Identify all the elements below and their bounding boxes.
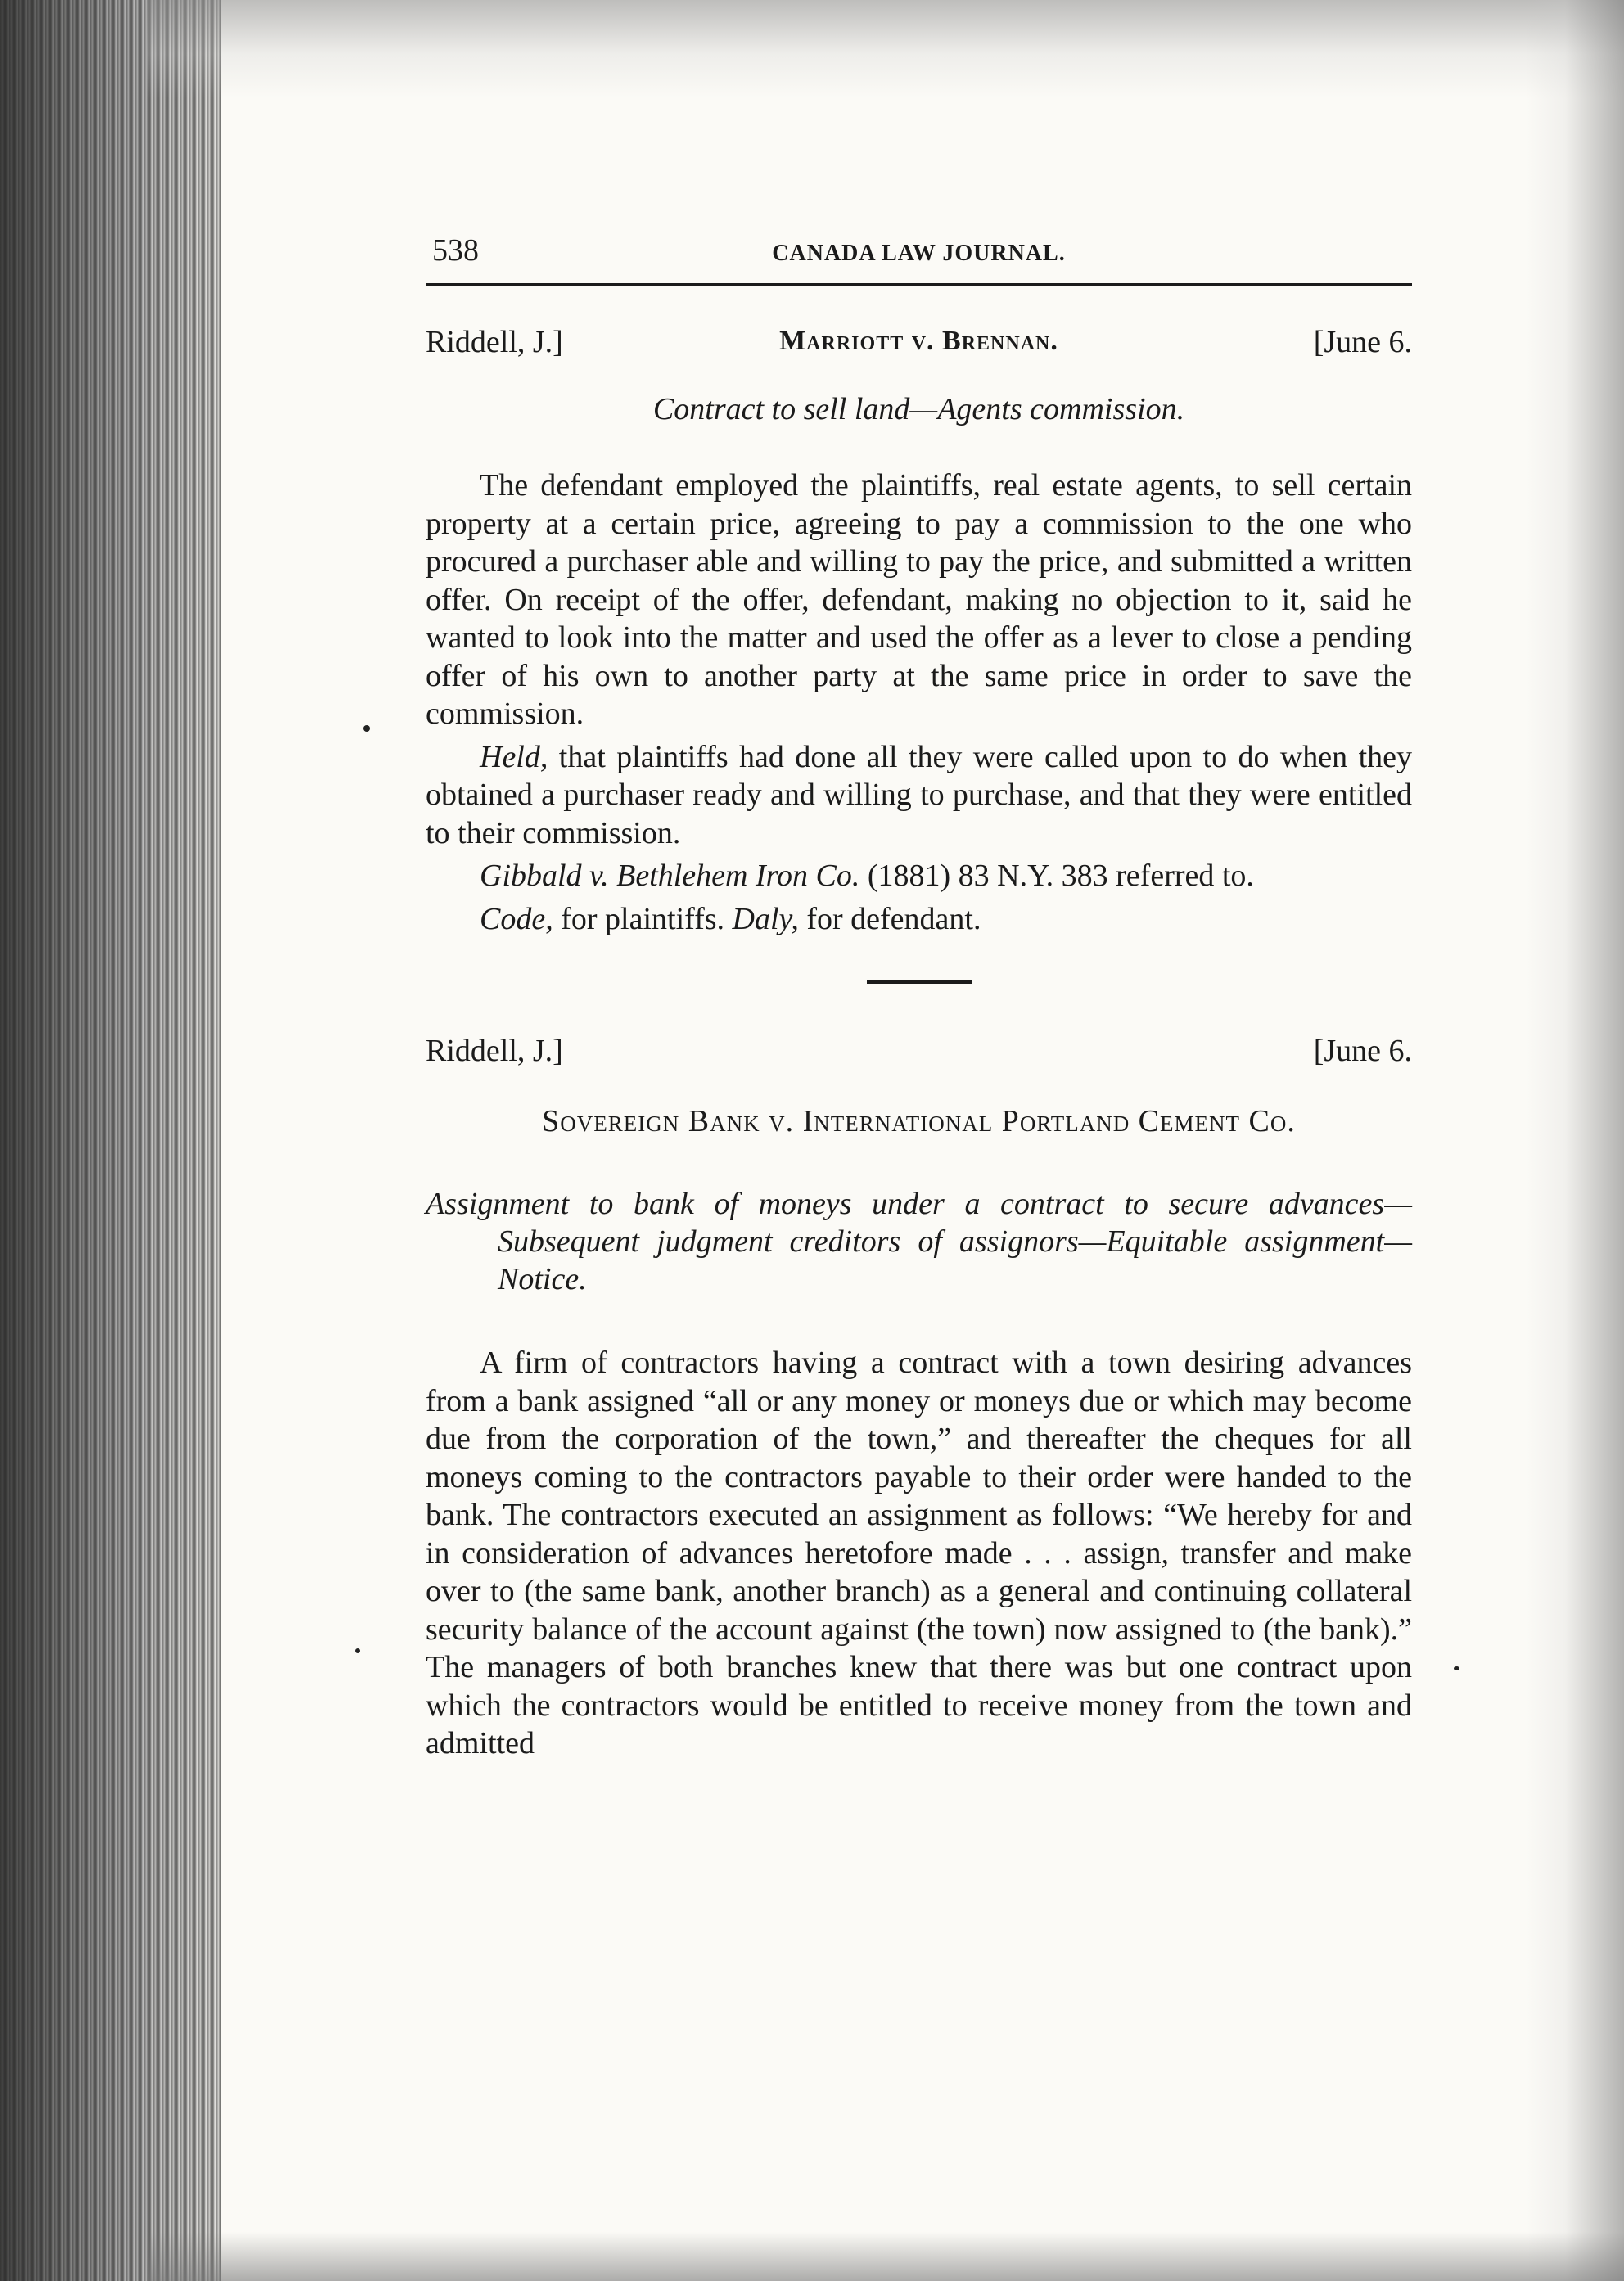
case2-body <box>426 1344 1412 1763</box>
case1-headnote: Contract to sell land—Agents commission. <box>652 392 1185 426</box>
case2-date: [June 6. <box>1313 1034 1412 1068</box>
counsel-defendant-text: for defendant. <box>798 901 981 936</box>
page-number: 538 <box>432 233 479 268</box>
case1-body <box>426 467 1412 938</box>
case2-heading <box>426 1033 1412 1079</box>
case2-facts: A firm of contractors having a contract with a town desiring advances from a bank assigned “all or any money or moneys due or which may become due from the corporation of the town,” and thereafter the cheques for all moneys coming to the contractors payable to their order were handed to the bank. The contractors executed an assignment as follows: “We hereby for and in consideration of advances heretofore made . . . assign, transfer and make over to (the same bank, another branch) as a general and continuing collateral security balance of the account against (the town) now assigned to (the bank).” The managers of both branches knew that there was but one contract upon which the contractors would be entitled to receive money from the town and admitted <box>426 1346 1412 1760</box>
journal-page <box>426 229 1412 1768</box>
citation-case: Gibbald v. Bethlehem Iron Co. <box>480 859 860 893</box>
counsel-defendant-name: Daly, <box>732 901 799 936</box>
case1-parties: Marriott v. Brennan. <box>779 326 1058 356</box>
case1-held <box>426 738 1412 853</box>
case2-title: Sovereign Bank v. International Portland Cement Co. <box>542 1104 1296 1138</box>
case1-counsel <box>426 900 1412 939</box>
counsel-plaintiff-name: Code, <box>480 901 553 936</box>
held-text: that plaintiffs had done all they were called upon to do when they obtained a purchaser ready and willing to purchase, and that they were entitled to their commission. <box>426 739 1412 850</box>
case1-date: [June 6. <box>1313 325 1412 359</box>
scan-right-edge <box>1526 0 1624 2281</box>
held-label: Held, <box>480 739 548 774</box>
case2-headnote: Assignment to bank of moneys under a contract to secure advances—Subsequent judgment creditors of assignors—Equitable assignment—Notice. <box>426 1187 1412 1296</box>
case1-heading <box>426 324 1412 370</box>
scan-speck <box>363 725 370 732</box>
case2-judge: Riddell, J.] <box>426 1034 563 1068</box>
scan-speck <box>355 1648 360 1653</box>
case-divider <box>867 980 972 984</box>
citation-rest: (1881) 83 N.Y. 383 referred to. <box>859 859 1254 893</box>
scan-left-edge <box>0 0 221 2281</box>
scan-bottom-edge <box>147 2232 1624 2281</box>
running-header <box>426 229 1412 275</box>
counsel-plaintiff-text: for plaintiffs. <box>553 901 733 936</box>
case1-facts: The defendant employed the plaintiffs, real estate agents, to sell certain property at a certain price, agreeing to pay a commission to the one who procured a purchaser able and willing to pay the price, and submitted a written offer. On receipt of the offer, defendant, making no objection to it, said he wanted to look into the matter and used the offer as a lever to close a pending offer of his own to another party at the same price in order to save the commission. <box>426 468 1412 731</box>
journal-title: CANADA LAW JOURNAL. <box>772 241 1066 266</box>
case1-judge: Riddell, J.] <box>426 325 563 359</box>
header-rule <box>426 283 1412 286</box>
case1-citation <box>426 857 1412 895</box>
scan-top-edge <box>147 0 1624 98</box>
scan-speck <box>1454 1666 1459 1670</box>
